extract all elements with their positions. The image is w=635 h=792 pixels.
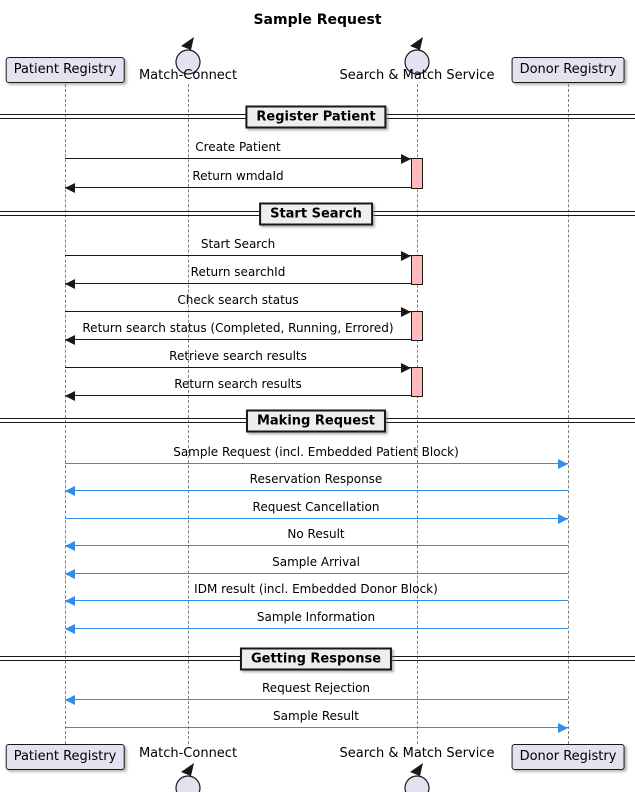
actor-label: Match-Connect: [138, 746, 238, 761]
message-label: Return searchId: [190, 265, 286, 279]
message-label: Check search status: [177, 293, 299, 307]
arrowhead-icon: [65, 695, 75, 705]
participant-box: Patient Registry: [6, 57, 125, 83]
lifeline: [188, 84, 189, 744]
actor-label: Search & Match Service: [339, 68, 495, 83]
message-label: Sample Arrival: [272, 555, 360, 569]
message-line: [65, 490, 568, 491]
actor-label: Match-Connect: [138, 68, 238, 83]
message-label: Create Patient: [195, 140, 281, 154]
message-label: Sample Result: [273, 709, 359, 723]
message-line: [65, 255, 411, 256]
message-line: [65, 463, 568, 464]
message-label: Return wmdaId: [192, 169, 284, 183]
arrowhead-icon: [401, 307, 411, 317]
message-line: [65, 699, 568, 700]
message-label: Sample Information: [256, 610, 376, 624]
arrowhead-icon: [401, 363, 411, 373]
arrowhead-icon: [65, 183, 75, 193]
message-line: [65, 628, 568, 629]
actor-label: Search & Match Service: [339, 746, 495, 761]
message-line: [65, 367, 411, 368]
arrowhead-icon: [65, 279, 75, 289]
message-label: Request Rejection: [261, 681, 371, 695]
arrowhead-icon: [558, 514, 568, 524]
message-line: [65, 283, 411, 284]
message-line: [65, 187, 411, 188]
message-label: Return search status (Completed, Running, Errored): [82, 321, 394, 335]
arrowhead-icon: [65, 596, 75, 606]
message-label: No Result: [287, 527, 345, 541]
message-line: [65, 545, 568, 546]
activation-bar: [411, 255, 423, 285]
message-line: [65, 158, 411, 159]
message-line: [65, 311, 411, 312]
arrowhead-icon: [65, 335, 75, 345]
divider-label: Getting Response: [240, 648, 392, 671]
arrowhead-icon: [65, 624, 75, 634]
participant-box: Donor Registry: [512, 744, 625, 770]
activation-bar: [411, 311, 423, 341]
message-line: [65, 727, 568, 728]
message-label: Reservation Response: [249, 472, 383, 486]
participant-box: Patient Registry: [6, 744, 125, 770]
arrowhead-icon: [65, 569, 75, 579]
message-label: Return search results: [174, 377, 302, 391]
message-label: Sample Request (incl. Embedded Patient Block): [173, 445, 459, 459]
message-label: Request Cancellation: [252, 500, 380, 514]
message-label: Start Search: [200, 237, 276, 251]
control-icon: [403, 762, 431, 792]
arrowhead-icon: [401, 251, 411, 261]
arrowhead-icon: [65, 486, 75, 496]
participant-box: Donor Registry: [512, 57, 625, 83]
divider-label: Start Search: [259, 203, 373, 226]
activation-bar: [411, 158, 423, 189]
message-line: [65, 339, 411, 340]
message-line: [65, 518, 568, 519]
arrowhead-icon: [558, 723, 568, 733]
message-line: [65, 573, 568, 574]
control-icon: [174, 762, 202, 792]
lifeline: [568, 84, 569, 744]
divider-label: Register Patient: [245, 106, 386, 129]
message-line: [65, 395, 411, 396]
message-line: [65, 600, 568, 601]
arrowhead-icon: [401, 154, 411, 164]
diagram-title: Sample Request: [253, 12, 382, 28]
divider-label: Making Request: [246, 410, 386, 433]
arrowhead-icon: [65, 391, 75, 401]
arrowhead-icon: [558, 459, 568, 469]
message-label: Retrieve search results: [169, 349, 307, 363]
arrowhead-icon: [65, 541, 75, 551]
activation-bar: [411, 367, 423, 397]
message-label: IDM result (incl. Embedded Donor Block): [194, 582, 438, 596]
